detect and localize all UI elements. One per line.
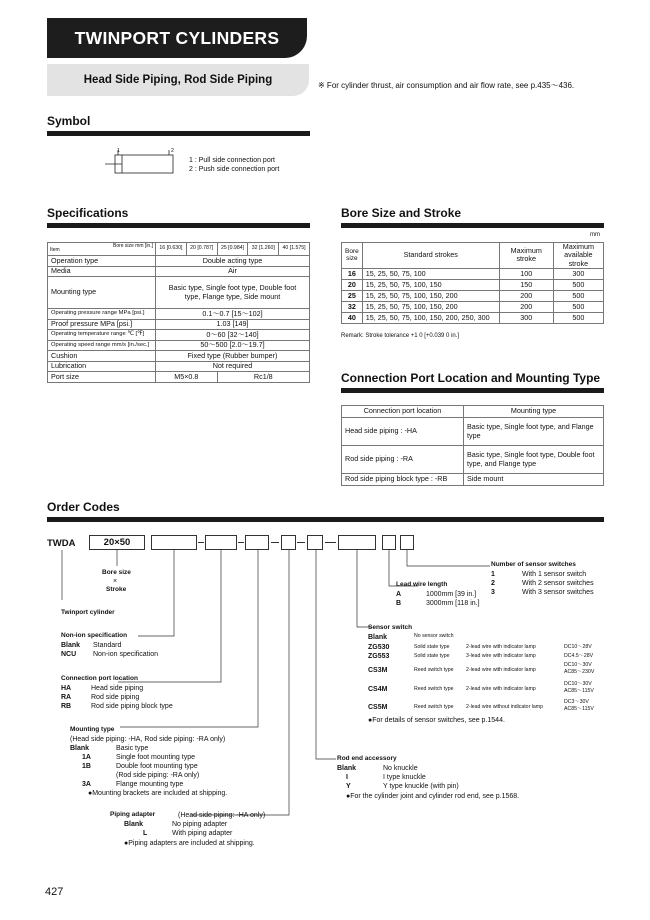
- mounting-note: ●Mounting brackets are included at shipping.: [88, 790, 228, 797]
- sensor-type: Reed switch type: [414, 667, 454, 673]
- desc: Double foot mounting type: [116, 763, 198, 770]
- code: L: [143, 830, 148, 837]
- desc: With 3 sensor switches: [522, 589, 594, 596]
- nonion-title: Non-ion specification: [61, 632, 128, 639]
- bore-size: 40: [342, 312, 363, 323]
- spec-value: 1.03 [149]: [156, 319, 310, 330]
- symbol-heading: Symbol: [47, 114, 91, 128]
- num-title: Number of sensor switches: [491, 561, 576, 568]
- desc: Single foot mounting type: [116, 754, 195, 761]
- bore-max: 150: [499, 279, 553, 290]
- conn-location: Rod side piping : -RA: [342, 446, 464, 474]
- model-code: TWDA: [47, 538, 76, 549]
- desc: I type knuckle: [383, 774, 426, 781]
- conn-mounting: Side mount: [464, 474, 604, 486]
- sensor-title: Sensor switch: [368, 624, 413, 631]
- spec-value: Basic type, Single foot type, Double foot type, Flange type, Side mount: [156, 277, 310, 309]
- sensor-voltage: AC85～230V: [564, 669, 595, 675]
- sensor-wire: 2-lead wire without indicator lamp: [466, 704, 543, 710]
- size-box: 20×50: [89, 535, 145, 550]
- sensor-type: Solid state type: [414, 644, 450, 650]
- sensor-wire: 3-lead wire with indicator lamp: [466, 653, 536, 659]
- desc: 3000mm [118 in.]: [426, 600, 480, 607]
- spec-label: Mounting type: [48, 277, 156, 309]
- bore-strokes: 15, 25, 50, 75, 100: [362, 268, 499, 279]
- code: RA: [61, 694, 72, 701]
- spec-col-20: 20 [0.787]: [186, 243, 217, 256]
- spec-value: Double acting type: [156, 256, 310, 267]
- specs-heading: Specifications: [47, 206, 129, 220]
- desc: Basic type: [116, 745, 149, 752]
- spec-value: Not required: [156, 361, 310, 372]
- adapter-title: Piping adapter: [110, 811, 156, 818]
- conn-location: Rod side piping block type : -RB: [342, 474, 464, 486]
- bore-avail: 500: [553, 279, 603, 290]
- times-lbl: ×: [113, 578, 118, 585]
- sensor-voltage: DC10～30V: [564, 681, 592, 687]
- spec-label: Operating pressure range MPa [psi.]: [48, 309, 156, 320]
- conn-mounting: Basic type, Single foot type, and Flange type: [464, 418, 604, 446]
- sensor-type: No sensor switch: [414, 633, 454, 639]
- sensor-note: ●For details of sensor switches, see p.1544.: [368, 717, 505, 724]
- bore-col-available: Maximum available stroke: [553, 243, 603, 269]
- desc: With 1 sensor switch: [522, 571, 587, 578]
- desc: No knuckle: [383, 765, 418, 772]
- spec-label: Port size: [48, 372, 156, 383]
- code: Blank: [337, 765, 357, 772]
- mounting-sub: (Head side piping: -HA, Rod side piping: -RA only): [70, 736, 226, 743]
- page-subtitle: Head Side Piping, Rod Side Piping: [47, 64, 309, 96]
- desc: With piping adapter: [172, 830, 233, 837]
- port2-label: 2: [171, 148, 174, 154]
- code: ZG553: [368, 653, 390, 660]
- desc: Flange mounting type: [116, 781, 184, 788]
- bore-max: 100: [499, 268, 553, 279]
- spec-value: 0～60 [32～140]: [156, 330, 310, 341]
- bore-max: 300: [499, 312, 553, 323]
- desc: Y type knuckle (with pin): [383, 783, 459, 790]
- conn-col-mounting: Mounting type: [464, 406, 604, 418]
- bore-size: 25: [342, 290, 363, 301]
- code: CS5M: [368, 704, 388, 711]
- code: RB: [61, 703, 72, 710]
- code: 2: [491, 580, 495, 587]
- sensor-type: Reed switch type: [414, 686, 454, 692]
- bore-col-size: Bore size: [342, 243, 363, 269]
- code: 1: [491, 571, 495, 578]
- code: I: [346, 774, 348, 781]
- spec-col-40: 40 [1.575]: [279, 243, 310, 256]
- desc: Head side piping: [91, 685, 144, 692]
- spec-value: Rc1/8: [217, 372, 309, 383]
- rodend-note: ●For the cylinder joint and cylinder rod end, see p.1568.: [346, 793, 520, 800]
- item-label: Item: [50, 247, 60, 254]
- spec-col-25: 25 [0.984]: [217, 243, 248, 256]
- sensor-type: Reed switch type: [414, 704, 454, 710]
- twinport-lbl: Twinport cylinder: [61, 609, 115, 616]
- sensor-voltage: AC85～115V: [564, 688, 594, 694]
- conn-col-location: Connection port location: [342, 406, 464, 418]
- page-title: TWINPORT CYLINDERS: [47, 18, 307, 58]
- sensor-voltage: AC85～115V: [564, 706, 594, 712]
- code: A: [396, 591, 402, 598]
- spec-label: Proof pressure MPa [psi.]: [48, 319, 156, 330]
- conn-heading: Connection Port Location and Mounting Type: [341, 371, 601, 385]
- bore-strokes: 15, 25, 50, 75, 100, 150, 200, 250, 300: [362, 312, 499, 323]
- bore-max: 200: [499, 301, 553, 312]
- spec-label: Media: [48, 266, 156, 277]
- thrust-note: ※ For cylinder thrust, air consumption and air flow rate, see p.435～436.: [318, 81, 575, 90]
- sensor-wire: 2-lead wire with indicator lamp: [466, 686, 536, 692]
- code: 1B: [82, 763, 91, 770]
- symbol-legend-1: 1 : Pull side connection port: [189, 157, 275, 164]
- bore-col-max: Maximum stroke: [499, 243, 553, 269]
- page-number: 427: [45, 886, 64, 898]
- sensor-type: Solid state type: [414, 653, 450, 659]
- bore-size-label: Bore size mm [in.]: [112, 243, 153, 249]
- bore-avail: 500: [553, 301, 603, 312]
- spec-label: Cushion: [48, 351, 156, 362]
- code: 3A: [82, 781, 91, 788]
- code: Y: [346, 783, 351, 790]
- code: Blank: [70, 745, 90, 752]
- bore-strokes: 15, 25, 50, 75, 100, 150, 200: [362, 290, 499, 301]
- port-title: Connection port location: [61, 675, 138, 682]
- code: HA: [61, 685, 72, 692]
- spec-label: Operating speed range mm/s [in./sec.]: [48, 340, 156, 351]
- code: CS3M: [368, 667, 388, 674]
- code: Blank: [61, 642, 81, 649]
- spec-value: Air: [156, 266, 310, 277]
- code: ZG530: [368, 644, 390, 651]
- symbol-legend-2: 2 : Push side connection port: [189, 166, 280, 173]
- code: B: [396, 600, 402, 607]
- sensor-voltage: DC3～30V: [564, 699, 589, 705]
- spec-value: M5×0.8: [156, 372, 218, 383]
- desc: With 2 sensor switches: [522, 580, 594, 587]
- code: Blank: [368, 634, 388, 641]
- bore-avail: 500: [553, 312, 603, 323]
- spec-value: 0.1～0.7 [15～102]: [156, 309, 310, 320]
- bore-strokes: 15, 25, 50, 75, 100, 150: [362, 279, 499, 290]
- bore-avail: 500: [553, 290, 603, 301]
- bore-col-standard: Standard strokes: [362, 243, 499, 269]
- stroke-lbl: Stroke: [106, 586, 127, 593]
- adapter-note: ●Piping adapters are included at shipping.: [124, 840, 255, 847]
- code: 1A: [82, 754, 91, 761]
- bore-size: 16: [342, 268, 363, 279]
- bore-avail: 300: [553, 268, 603, 279]
- spec-col-16: 16 [0.630]: [156, 243, 187, 256]
- sensor-voltage: DC4.5～28V: [564, 653, 594, 659]
- adapter-sub: (Head side piping: -HA only): [178, 812, 266, 819]
- desc: Standard: [93, 642, 122, 649]
- spec-value: Fixed type (Rubber bumper): [156, 351, 310, 362]
- desc: (Rod side piping: -RA only): [116, 772, 200, 779]
- order-heading: Order Codes: [47, 500, 120, 514]
- desc: Non-ion specification: [93, 651, 158, 658]
- bore-size-lbl: Bore size: [102, 569, 131, 576]
- code: NCU: [61, 651, 77, 658]
- stroke-remark: Remark: Stroke tolerance +1 0 [+0.039 0 in.]: [341, 333, 460, 339]
- spec-label: Operating temperature range ℃ [℉]: [48, 330, 156, 341]
- desc: 1000mm [39 in.]: [426, 591, 477, 598]
- port1-label: 1: [117, 148, 120, 154]
- mounting-title: Mounting type: [70, 726, 115, 733]
- bore-heading: Bore Size and Stroke: [341, 206, 462, 220]
- code: Blank: [124, 821, 144, 828]
- code: CS4M: [368, 686, 388, 693]
- spec-label: Operation type: [48, 256, 156, 267]
- bore-unit: mm: [590, 232, 600, 238]
- bore-size: 20: [342, 279, 363, 290]
- spec-value: 50～500 [2.0～19.7]: [156, 340, 310, 351]
- desc: No piping adapter: [172, 821, 228, 828]
- sensor-wire: 2-lead wire with indicator lamp: [466, 667, 536, 673]
- spec-label: Lubrication: [48, 361, 156, 372]
- sensor-voltage: DC10～30V: [564, 662, 592, 668]
- spec-col-32: 32 [1.260]: [248, 243, 279, 256]
- sensor-wire: 2-lead wire with indicator lamp: [466, 644, 536, 650]
- bore-strokes: 15, 25, 50, 75, 100, 150, 200: [362, 301, 499, 312]
- code: 3: [491, 589, 495, 596]
- rodend-title: Rod end accessory: [337, 755, 397, 762]
- desc: Rod side piping block type: [91, 703, 173, 710]
- conn-location: Head side piping : -HA: [342, 418, 464, 446]
- bore-max: 200: [499, 290, 553, 301]
- conn-mounting: Basic type, Single foot type, Double foot type, and Flange type: [464, 446, 604, 474]
- desc: Rod side piping: [91, 694, 140, 701]
- lead-title: Lead wire length: [396, 581, 448, 588]
- sensor-voltage: DC10～28V: [564, 644, 592, 650]
- bore-size: 32: [342, 301, 363, 312]
